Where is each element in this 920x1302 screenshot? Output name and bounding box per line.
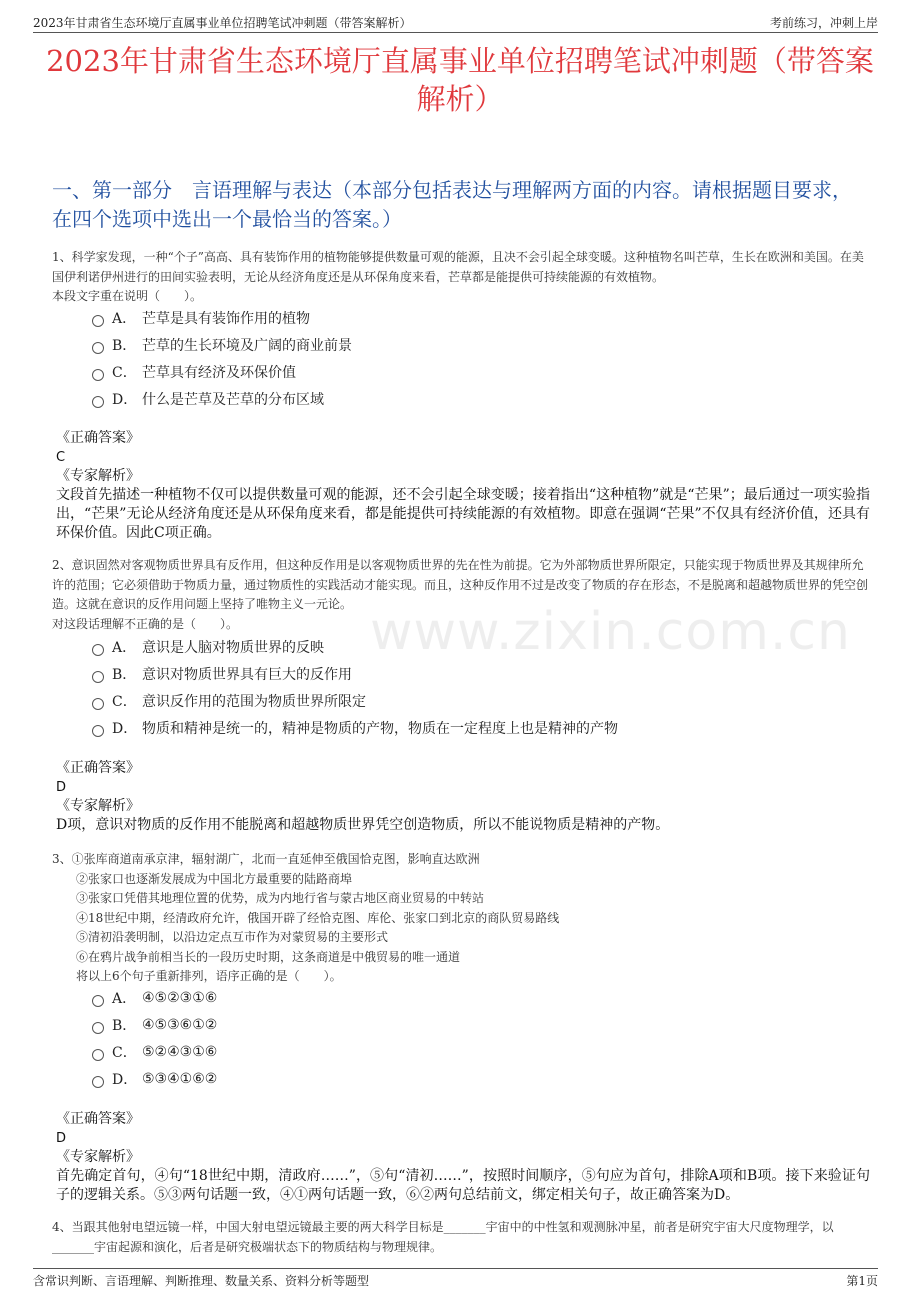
analysis-label: 《专家解析》 (56, 468, 140, 484)
footer-topics: 含常识判断、言语理解、判断推理、数量关系、资料分析等题型 (33, 1274, 370, 1288)
question-3-ask: 将以上6个句子重新排列，语序正确的是（ ）。 (76, 969, 342, 983)
q2-option-a[interactable]: A． 意识是人脑对物质世界的反映 (92, 633, 860, 660)
question-3-line: ⑤清初沿袭明制，以沿边定点互市作为对蒙贸易的主要形式 (76, 930, 389, 944)
question-2 (52, 556, 870, 634)
question-4 (52, 1218, 870, 1257)
q2-option-d[interactable]: D． 物质和精神是统一的，精神是物质的产物，物质在一定程度上也是精神的产物 (92, 714, 860, 741)
q2-option-b[interactable]: B． 意识对物质世界具有巨大的反作用 (92, 660, 860, 687)
question-4-text: 4、当跟其他射电望远镜一样，中国大射电望远镜最主要的两大科学目标是_______宇宙中的中性氢和观测脉冲星，前者是研究宇宙大尺度物理学，以_______宇宙起源和演化，后者是研究极端状态下的物质结构与物理规律。 (52, 1220, 834, 1254)
q3-option-a[interactable]: A． ④⑤②③①⑥ (92, 984, 860, 1011)
question-3 (52, 850, 870, 987)
header-slogan: 考前练习，冲刺上岸 (769, 16, 878, 30)
q1-option-c[interactable]: C． 芒草具有经济及环保价值 (92, 358, 860, 385)
section-heading: 一、第一部分 言语理解与表达（本部分包括表达与理解两方面的内容。请根据题目要求，在四个选项中选出一个最恰当的答案。） (52, 178, 852, 231)
question-1-options (92, 304, 860, 412)
q3-option-c[interactable]: C． ⑤②④③①⑥ (92, 1038, 860, 1065)
radio-icon[interactable] (92, 1076, 104, 1088)
question-3-options (92, 984, 860, 1092)
q1-option-a[interactable]: A． 芒草是具有装饰作用的植物 (92, 304, 860, 331)
question-1 (52, 248, 870, 307)
answer-label: 《正确答案》 (56, 430, 140, 446)
document-title: 2023年甘肃省生态环境厅直属事业单位招聘笔试冲刺题（带答案解析） (46, 44, 874, 116)
analysis-label: 《专家解析》 (56, 1149, 140, 1165)
question-2-answer (56, 759, 870, 835)
question-3-line: ②张家口也逐渐发展成为中国北方最重要的陆路商埠 (76, 871, 353, 886)
question-3-line: ⑥在鸦片战争前相当长的一段历史时期，这条商道是中俄贸易的唯一通道 (76, 949, 461, 964)
radio-icon[interactable] (92, 342, 104, 354)
header-doc-title: 2023年甘肃省生态环境厅直属事业单位招聘笔试冲刺题（带答案解析） (33, 16, 412, 30)
question-1-ask: 本段文字重在说明（ ）。 (52, 289, 203, 303)
q1-option-b[interactable]: B． 芒草的生长环境及广阔的商业前景 (92, 331, 860, 358)
page-header (33, 11, 878, 33)
question-2-options (92, 633, 860, 741)
radio-icon[interactable] (92, 698, 104, 710)
answer-letter: C (56, 450, 66, 465)
q3-option-b[interactable]: B． ④⑤③⑥①② (92, 1011, 860, 1038)
answer-letter: D (56, 1131, 67, 1146)
question-3-answer (56, 1110, 870, 1205)
question-3-line: ④18世纪中期，经清政府允许，俄国开辟了经恰克图、库伦、张家口到北京的商队贸易路线 (76, 910, 560, 925)
question-2-text: 2、意识固然对客观物质世界具有反作用，但这种反作用是以客观物质世界的先在性为前提。它为外部物质世界所限定，只能实现于物质世界及其规律所允许的范围；它必须借助于物质力量，通过物质性的实践活动才能实现。而且，这种反作用不过是改变了物质的存在形态，不是脱离和超越物质世界的凭空创造。这就在意识的反作用问题上坚持了唯物主义一元论。 (52, 558, 869, 611)
analysis-text: 首先确定首句，④句“18世纪中期，清政府……”，⑤句“清初……”，按照时间顺序，⑤句应为首句，排除A项和B项。接下来验证句子的逻辑关系。⑤③两句话题一致，④①两句话题一致，⑥②两句总结前文，绑定相关句子，故正确答案为D。 (56, 1168, 870, 1203)
analysis-label: 《专家解析》 (56, 798, 140, 814)
analysis-text: 文段首先描述一种植物不仅可以提供数量可观的能源，还不会引起全球变暖；接着指出“这种植物”就是“芒果”；最后通过一项实验指出，“芒果”无论从经济角度还是从环保角度来看，都是能提供可持续能源的有效植物。即意在强调“芒果”不仅具有经济价值，还具有环保价值。因此C项正确。 (56, 487, 870, 541)
radio-icon[interactable] (92, 315, 104, 327)
answer-letter: D (56, 780, 67, 795)
radio-icon[interactable] (92, 644, 104, 656)
watermark: www.zixin.com.cn (370, 602, 851, 662)
radio-icon[interactable] (92, 1022, 104, 1034)
radio-icon[interactable] (92, 725, 104, 737)
radio-icon[interactable] (92, 1049, 104, 1061)
answer-label: 《正确答案》 (56, 760, 140, 776)
q1-option-d[interactable]: D． 什么是芒草及芒草的分布区域 (92, 385, 860, 412)
answer-label: 《正确答案》 (56, 1111, 140, 1127)
radio-icon[interactable] (92, 671, 104, 683)
q3-option-d[interactable]: D． ⑤③④①⑥② (92, 1065, 860, 1092)
question-3-line: ③张家口凭借其地理位置的优势，成为内地行省与蒙古地区商业贸易的中转站 (76, 891, 485, 905)
radio-icon[interactable] (92, 995, 104, 1007)
page-number: 第1页 (846, 1274, 878, 1288)
question-3-line: 3、①张库商道南承京津，辐射湖广，北而一直延伸至俄国恰克图，影响直达欧洲 (52, 852, 480, 866)
question-2-ask: 对这段话理解不正确的是（ ）。 (52, 616, 239, 631)
radio-icon[interactable] (92, 396, 104, 408)
q2-option-c[interactable]: C． 意识反作用的范围为物质世界所限定 (92, 687, 860, 714)
question-1-text: 1、科学家发现，一种“个子”高高、具有装饰作用的植物能够提供数量可观的能源，且决不会引起全球变暖。这种植物名叫芒草，生长在欧洲和美国。在美国伊利诺伊州进行的田间实验表明，无论从经济角度还是从环保角度来看，芒草都是能提供可持续能源的有效植物。 (52, 250, 864, 284)
radio-icon[interactable] (92, 369, 104, 381)
analysis-text: D项，意识对物质的反作用不能脱离和超越物质世界凭空创造物质，所以不能说物质是精神的产物。 (56, 817, 670, 833)
page-footer (33, 1268, 878, 1290)
question-1-answer (56, 429, 870, 543)
